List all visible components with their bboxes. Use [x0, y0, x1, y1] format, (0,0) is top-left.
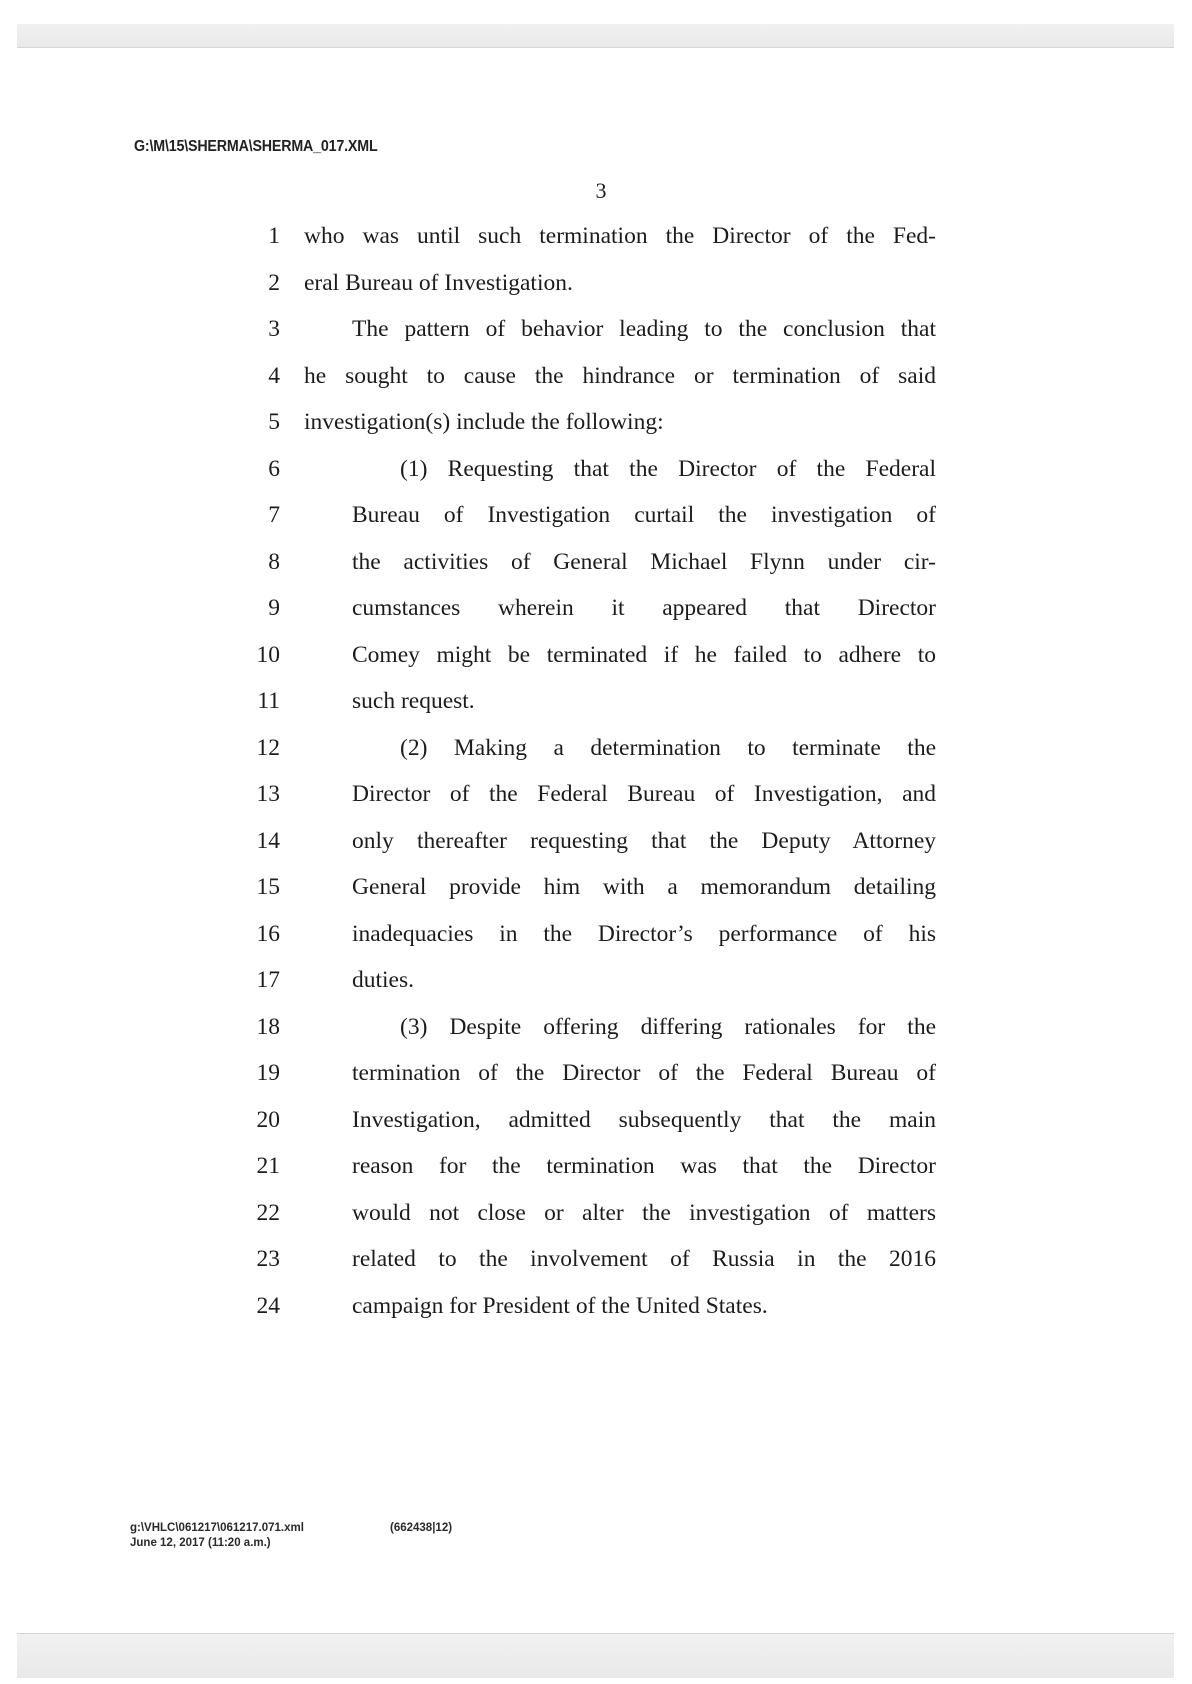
line-number: 9: [268, 595, 280, 621]
line-text: inadequacies in the Director’s performance of his: [352, 920, 936, 947]
line-number: 21: [256, 1153, 280, 1179]
line-text: Director of the Federal Bureau of Investigation, and: [352, 781, 936, 807]
text-line: [240, 544, 960, 591]
line-text: cumstances wherein it appeared that Director: [352, 595, 936, 621]
line-text: Bureau of Investigation curtail the investigation of: [352, 502, 936, 528]
line-number: 1: [268, 223, 280, 249]
line-text: (3) Despite offering differing rationales for the: [400, 1013, 936, 1040]
line-text: (2) Making a determination to terminate the: [400, 734, 936, 761]
text-line: [240, 730, 960, 777]
line-number: 13: [256, 781, 280, 807]
text-line: [240, 1055, 960, 1102]
page-footer: [130, 1521, 452, 1551]
text-line: [240, 404, 960, 451]
text-line: [240, 311, 960, 358]
line-number: 4: [268, 362, 280, 389]
text-line: [240, 776, 960, 823]
text-line: [240, 962, 960, 1009]
text-line: [240, 590, 960, 637]
text-line: [240, 637, 960, 684]
top-scan-bar: [17, 24, 1174, 48]
text-line: [240, 265, 960, 312]
line-number: 8: [268, 548, 280, 575]
line-number: 15: [256, 874, 280, 900]
text-line: [240, 683, 960, 730]
line-number: 22: [256, 1199, 280, 1226]
line-text: he sought to cause the hindrance or termination of said: [304, 362, 936, 389]
footer-doc-id: (662438|12): [390, 1522, 453, 1534]
text-line: [240, 869, 960, 916]
text-line: [240, 358, 960, 405]
line-number: 19: [256, 1060, 280, 1086]
line-number: 14: [256, 827, 280, 854]
footer-source-path: g:\VHLC\061217\061217.071.xml: [130, 1522, 304, 1534]
line-text: such request.: [352, 688, 475, 714]
line-text: only thereafter requesting that the Deputy Attorney: [352, 827, 936, 854]
line-number: 2: [268, 269, 280, 296]
line-number: 23: [256, 1246, 280, 1272]
line-number: 7: [268, 502, 280, 528]
line-number: 16: [256, 920, 280, 947]
line-text: the activities of General Michael Flynn under cir-: [352, 548, 936, 575]
text-line: [240, 218, 960, 265]
text-line: [240, 1148, 960, 1195]
line-text: related to the involvement of Russia in the 2016: [352, 1246, 936, 1272]
line-number: 12: [256, 734, 280, 761]
line-text: General provide him with a memorandum detailing: [352, 874, 936, 900]
line-number: 20: [256, 1106, 280, 1133]
file-path-header: G:\M\15\SHERMA\SHERMA_017.XML: [134, 138, 378, 155]
numbered-text-body: [240, 218, 960, 1334]
line-text: termination of the Director of the Federal Bureau of: [352, 1060, 936, 1086]
text-line: [240, 1009, 960, 1056]
text-line: [240, 1195, 960, 1242]
text-line: [240, 1288, 960, 1335]
line-number: 11: [257, 688, 280, 714]
page-number: 3: [595, 178, 607, 203]
line-text: The pattern of behavior leading to the conclusion that: [352, 316, 936, 342]
line-number: 10: [256, 641, 280, 668]
line-text: Comey might be terminated if he failed to adhere to: [352, 641, 936, 668]
line-text: campaign for President of the United States.: [352, 1292, 768, 1319]
line-text: duties.: [352, 967, 415, 993]
line-number: 18: [256, 1013, 280, 1040]
line-number: 24: [256, 1292, 280, 1319]
line-number: 17: [256, 967, 280, 993]
line-text: reason for the termination was that the Director: [352, 1153, 936, 1179]
line-text: Investigation, admitted subsequently that the main: [352, 1106, 936, 1133]
line-text: investigation(s) include the following:: [304, 409, 664, 435]
text-line: [240, 1241, 960, 1288]
text-line: [240, 916, 960, 963]
line-text: would not close or alter the investigation of matters: [352, 1199, 936, 1226]
text-line: [240, 1102, 960, 1149]
line-text: (1) Requesting that the Director of the Federal: [400, 455, 936, 482]
bottom-scan-bar: [17, 1633, 1174, 1678]
line-text: eral Bureau of Investigation.: [304, 269, 573, 296]
text-line: [240, 497, 960, 544]
footer-date: June 12, 2017 (11:20 a.m.): [130, 1537, 271, 1549]
line-text: who was until such termination the Director of the Fed-: [304, 223, 936, 249]
line-number: 6: [268, 455, 280, 482]
line-number: 3: [268, 316, 280, 342]
line-number: 5: [268, 409, 280, 435]
text-line: [240, 451, 960, 498]
text-line: [240, 823, 960, 870]
